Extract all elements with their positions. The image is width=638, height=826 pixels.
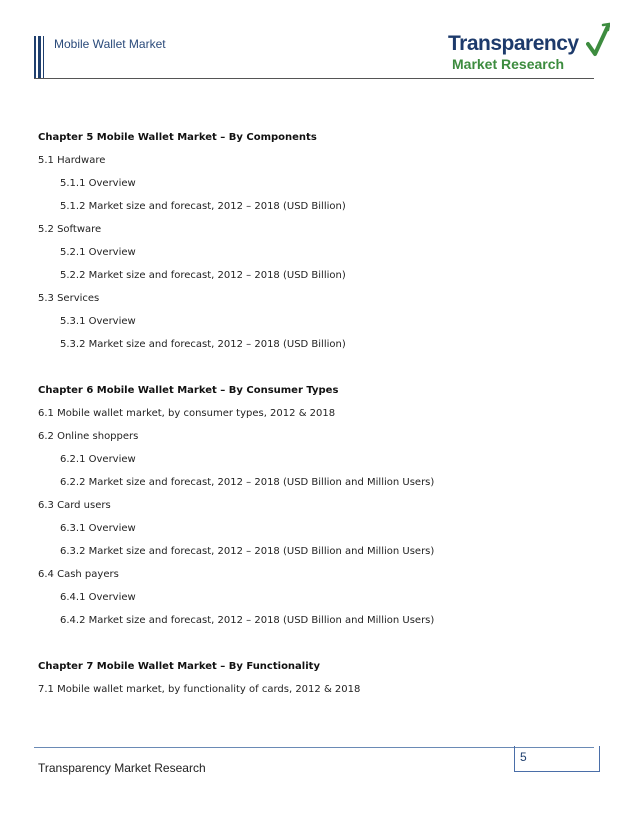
company-logo [448, 22, 608, 78]
toc-subsection-item: 6.2.1 Overview [60, 454, 136, 465]
toc-subsection-item: 5.3.1 Overview [60, 316, 136, 327]
checkmark-arrow-icon [586, 22, 610, 62]
toc-subsection-item: 5.2.2 Market size and forecast, 2012 – 2018 (USD Billion) [60, 270, 346, 281]
toc-section-item: 5.1 Hardware [38, 155, 106, 166]
toc-subsection-item: 5.1.1 Overview [60, 178, 136, 189]
toc-subsection-item: 5.3.2 Market size and forecast, 2012 – 2018 (USD Billion) [60, 339, 346, 350]
toc-spacer [38, 632, 598, 655]
logo-wordmark-line1: Transparency [448, 32, 579, 55]
toc-section-item: 7.1 Mobile wallet market, by functionality of cards, 2012 & 2018 [38, 684, 361, 695]
toc-chapter-heading: Chapter 7 Mobile Wallet Market – By Functionality [38, 661, 320, 672]
toc-chapter-heading: Chapter 6 Mobile Wallet Market – By Consumer Types [38, 385, 339, 396]
toc-subsection-item: 6.3.1 Overview [60, 523, 136, 534]
logo-wordmark-line2: Market Research [452, 56, 565, 72]
toc-section-item: 6.2 Online shoppers [38, 431, 139, 442]
toc-section-item: 6.1 Mobile wallet market, by consumer types, 2012 & 2018 [38, 408, 336, 419]
toc-chapter-heading: Chapter 5 Mobile Wallet Market – By Components [38, 132, 317, 143]
toc-subsection-item: 5.2.1 Overview [60, 247, 136, 258]
toc-subsection-item: 6.4.2 Market size and forecast, 2012 – 2018 (USD Billion and Million Users) [60, 615, 435, 626]
toc-section-item: 6.3 Card users [38, 500, 111, 511]
header-accent-bars [34, 36, 44, 78]
footer-company-name: Transparency Market Research [38, 761, 206, 775]
page-number: 5 [520, 750, 527, 764]
toc-subsection-item: 6.3.2 Market size and forecast, 2012 – 2018 (USD Billion and Million Users) [60, 546, 435, 557]
footer-rule [34, 747, 594, 748]
toc-subsection-item: 6.4.1 Overview [60, 592, 136, 603]
running-header-title: Mobile Wallet Market [54, 37, 166, 51]
toc-section-item: 5.3 Services [38, 293, 100, 304]
header-rule [34, 78, 594, 79]
toc-subsection-item: 5.1.2 Market size and forecast, 2012 – 2018 (USD Billion) [60, 201, 346, 212]
toc-section-item: 6.4 Cash payers [38, 569, 119, 580]
toc-subsection-item: 6.2.2 Market size and forecast, 2012 – 2018 (USD Billion and Million Users) [60, 477, 435, 488]
toc-spacer [38, 356, 598, 379]
table-of-contents [38, 126, 598, 701]
toc-section-item: 5.2 Software [38, 224, 102, 235]
page-number-box [514, 746, 600, 772]
